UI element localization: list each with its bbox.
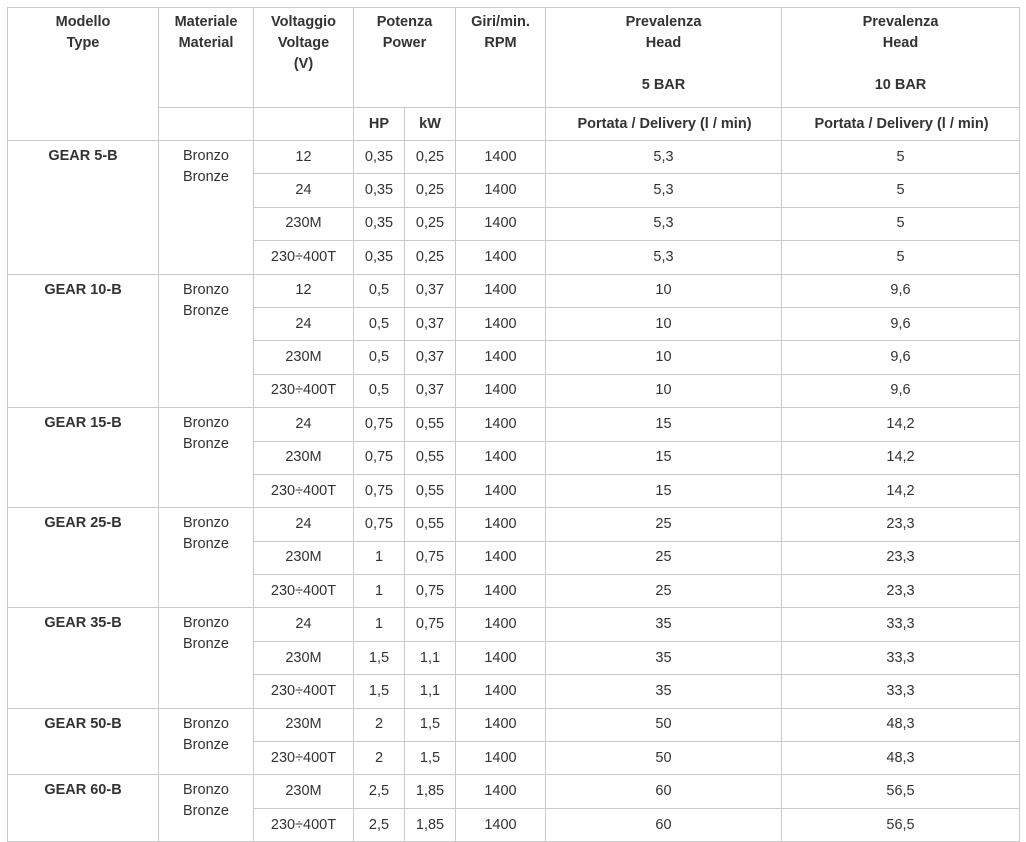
hp-cell: 0,5 [354,274,405,307]
material-label: Bronze [183,736,229,753]
voltage-cell: 230÷400T [254,675,354,708]
hp-cell: 0,75 [354,408,405,441]
delivery-10bar-cell: 48,3 [782,708,1020,741]
voltage-cell: 24 [254,307,354,340]
delivery-5bar-cell: 50 [546,708,782,741]
col-header-head-5bar: Prevalenza Head 5 BAR [546,8,782,108]
subheader-kw: kW [405,108,456,141]
rpm-cell: 1400 [456,374,546,407]
delivery-10bar-cell: 14,2 [782,408,1020,441]
material-cell [159,408,254,508]
delivery-5bar-cell: 35 [546,675,782,708]
voltage-cell: 24 [254,508,354,541]
hp-cell: 0,5 [354,341,405,374]
voltage-cell: 230M [254,775,354,808]
voltage-cell: 230M [254,541,354,574]
rpm-cell: 1400 [456,641,546,674]
voltage-cell: 24 [254,408,354,441]
col-header-head-10bar: Prevalenza Head 10 BAR [782,8,1020,108]
hp-cell: 0,75 [354,508,405,541]
rpm-cell: 1400 [456,742,546,775]
material-label: Bronze [183,803,229,820]
delivery-5bar-cell: 60 [546,808,782,841]
delivery-10bar-cell: 48,3 [782,742,1020,775]
delivery-5bar-cell: 10 [546,341,782,374]
table-body [8,141,1020,842]
kw-cell: 0,55 [405,441,456,474]
kw-cell: 0,25 [405,241,456,274]
material-label: Bronzo [183,515,229,532]
model-name: GEAR 15-B [8,408,159,508]
header-row [8,8,1020,108]
rpm-cell: 1400 [456,474,546,507]
kw-cell: 0,25 [405,207,456,240]
material-label: Bronzo [183,715,229,732]
table-row [8,274,1020,307]
kw-cell: 0,37 [405,274,456,307]
material-label: Bronze [183,169,229,185]
table-row [8,141,1020,174]
material-cell [159,775,254,842]
voltage-cell: 230M [254,441,354,474]
hp-cell: 0,35 [354,141,405,174]
material-label: Bronzo [183,415,229,432]
delivery-5bar-cell: 25 [546,541,782,574]
col-header-power: Potenza Power [354,8,456,108]
hp-cell: 1,5 [354,641,405,674]
rpm-cell: 1400 [456,708,546,741]
material-label: Bronzo [183,782,229,799]
kw-cell: 1,5 [405,708,456,741]
subheader-voltage-empty [254,108,354,141]
kw-cell: 1,5 [405,742,456,775]
table-row [8,508,1020,541]
hp-cell: 0,35 [354,207,405,240]
table-row [8,608,1020,641]
voltage-cell: 230÷400T [254,241,354,274]
hp-cell: 0,75 [354,441,405,474]
delivery-5bar-cell: 15 [546,441,782,474]
rpm-cell: 1400 [456,307,546,340]
delivery-10bar-cell: 33,3 [782,675,1020,708]
delivery-10bar-cell: 9,6 [782,307,1020,340]
material-label: Bronze [183,536,229,553]
col-header-rpm: Giri/min. RPM [456,8,546,108]
kw-cell: 0,55 [405,508,456,541]
hp-cell: 1 [354,608,405,641]
model-name: GEAR 10-B [8,274,159,408]
rpm-cell: 1400 [456,341,546,374]
material-label: Bronze [183,302,229,319]
voltage-cell: 230M [254,641,354,674]
model-name: GEAR 25-B [8,508,159,608]
delivery-5bar-cell: 15 [546,408,782,441]
material-cell [159,141,254,275]
subheader-hp: HP [354,108,405,141]
voltage-cell: 24 [254,174,354,207]
rpm-cell: 1400 [456,608,546,641]
kw-cell: 0,37 [405,341,456,374]
rpm-cell: 1400 [456,441,546,474]
kw-cell: 0,75 [405,575,456,608]
model-name: GEAR 60-B [8,775,159,842]
model-name: GEAR 50-B [8,708,159,775]
voltage-cell: 230÷400T [254,474,354,507]
hp-cell: 2 [354,708,405,741]
delivery-5bar-cell: 5,3 [546,207,782,240]
delivery-10bar-cell: 5 [782,241,1020,274]
model-name: GEAR 5-B [8,141,159,275]
voltage-cell: 230÷400T [254,374,354,407]
hp-cell: 2,5 [354,775,405,808]
kw-cell: 0,55 [405,474,456,507]
delivery-5bar-cell: 5,3 [546,174,782,207]
subheader-delivery-10bar: Portata / Delivery (l / min) [782,108,1020,141]
delivery-10bar-cell: 56,5 [782,775,1020,808]
kw-cell: 0,25 [405,141,456,174]
pump-spec-table [7,7,1020,842]
kw-cell: 0,75 [405,608,456,641]
material-cell [159,708,254,775]
delivery-5bar-cell: 10 [546,307,782,340]
rpm-cell: 1400 [456,207,546,240]
material-label: Bronzo [183,281,229,298]
table-row [8,775,1020,808]
delivery-10bar-cell: 56,5 [782,808,1020,841]
kw-cell: 1,1 [405,675,456,708]
delivery-5bar-cell: 10 [546,374,782,407]
voltage-cell: 24 [254,608,354,641]
delivery-10bar-cell: 14,2 [782,474,1020,507]
delivery-10bar-cell: 5 [782,207,1020,240]
kw-cell: 0,37 [405,307,456,340]
delivery-5bar-cell: 60 [546,775,782,808]
rpm-cell: 1400 [456,575,546,608]
rpm-cell: 1400 [456,541,546,574]
voltage-cell: 12 [254,274,354,307]
rpm-cell: 1400 [456,141,546,174]
material-label: Bronzo [183,615,229,632]
delivery-10bar-cell: 9,6 [782,341,1020,374]
subheader-delivery-5bar: Portata / Delivery (l / min) [546,108,782,141]
col-header-model: Modello Type [8,8,159,141]
delivery-5bar-cell: 5,3 [546,141,782,174]
delivery-5bar-cell: 25 [546,575,782,608]
delivery-10bar-cell: 9,6 [782,274,1020,307]
delivery-5bar-cell: 50 [546,742,782,775]
rpm-cell: 1400 [456,775,546,808]
material-label: Bronze [183,436,229,453]
delivery-5bar-cell: 25 [546,508,782,541]
voltage-cell: 12 [254,141,354,174]
table-row [8,708,1020,741]
voltage-cell: 230÷400T [254,742,354,775]
rpm-cell: 1400 [456,408,546,441]
delivery-5bar-cell: 35 [546,608,782,641]
kw-cell: 0,75 [405,541,456,574]
hp-cell: 0,35 [354,174,405,207]
kw-cell: 1,85 [405,775,456,808]
material-cell [159,508,254,608]
delivery-10bar-cell: 23,3 [782,575,1020,608]
hp-cell: 1 [354,575,405,608]
delivery-5bar-cell: 35 [546,641,782,674]
kw-cell: 0,55 [405,408,456,441]
kw-cell: 0,37 [405,374,456,407]
hp-cell: 1,5 [354,675,405,708]
voltage-cell: 230M [254,708,354,741]
delivery-10bar-cell: 5 [782,174,1020,207]
rpm-cell: 1400 [456,241,546,274]
hp-cell: 0,35 [354,241,405,274]
hp-cell: 0,5 [354,307,405,340]
delivery-10bar-cell: 23,3 [782,541,1020,574]
subheader-rpm-empty [456,108,546,141]
subheader-material-empty [159,108,254,141]
table-row [8,408,1020,441]
col-header-voltage: Voltaggio Voltage (V) [254,8,354,108]
voltage-cell: 230M [254,207,354,240]
col-header-material: Materiale Material [159,8,254,108]
delivery-10bar-cell: 9,6 [782,374,1020,407]
material-cell [159,608,254,708]
rpm-cell: 1400 [456,274,546,307]
voltage-cell: 230M [254,341,354,374]
voltage-cell: 230÷400T [254,575,354,608]
kw-cell: 1,1 [405,641,456,674]
delivery-5bar-cell: 10 [546,274,782,307]
rpm-cell: 1400 [456,808,546,841]
voltage-cell: 230÷400T [254,808,354,841]
delivery-5bar-cell: 5,3 [546,241,782,274]
hp-cell: 0,75 [354,474,405,507]
rpm-cell: 1400 [456,508,546,541]
delivery-10bar-cell: 5 [782,141,1020,174]
material-label: Bronzo [183,148,229,164]
hp-cell: 0,5 [354,374,405,407]
hp-cell: 2 [354,742,405,775]
delivery-10bar-cell: 23,3 [782,508,1020,541]
hp-cell: 2,5 [354,808,405,841]
subheader-row [8,108,1020,141]
material-label: Bronze [183,636,229,653]
kw-cell: 0,25 [405,174,456,207]
delivery-10bar-cell: 33,3 [782,608,1020,641]
delivery-5bar-cell: 15 [546,474,782,507]
delivery-10bar-cell: 33,3 [782,641,1020,674]
rpm-cell: 1400 [456,174,546,207]
material-cell [159,274,254,408]
kw-cell: 1,85 [405,808,456,841]
hp-cell: 1 [354,541,405,574]
model-name: GEAR 35-B [8,608,159,708]
rpm-cell: 1400 [456,675,546,708]
delivery-10bar-cell: 14,2 [782,441,1020,474]
